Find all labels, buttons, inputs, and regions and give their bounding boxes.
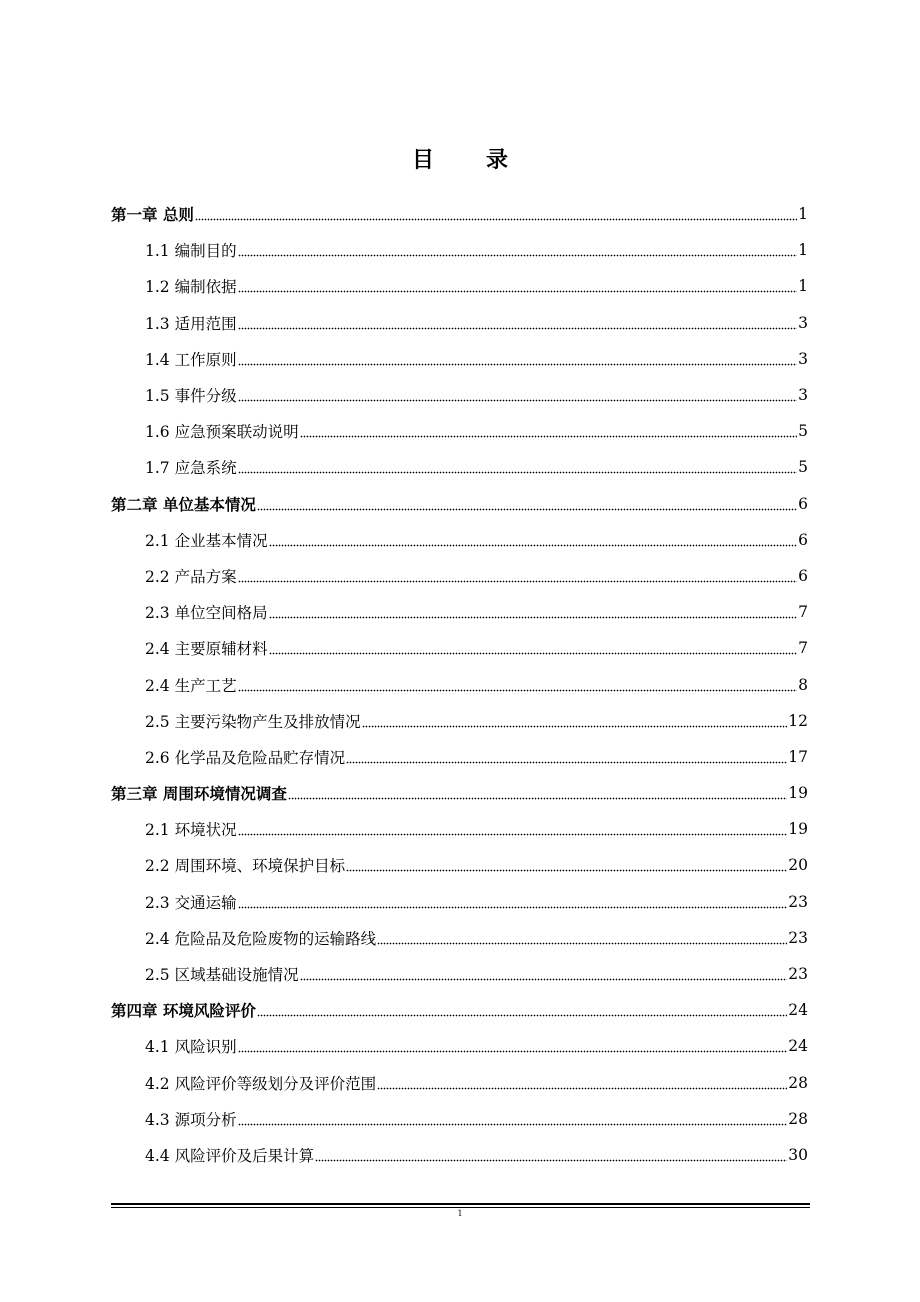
toc-section-entry[interactable] <box>111 1065 808 1101</box>
toc-entry-page-number: 23 <box>788 965 808 984</box>
toc-dot-leader <box>269 641 798 655</box>
toc-section-entry[interactable] <box>111 1028 808 1064</box>
toc-dot-leader <box>238 460 798 474</box>
toc-dot-leader <box>238 1039 788 1053</box>
footer-rule-thin <box>111 1207 810 1208</box>
toc-dot-leader <box>377 931 787 945</box>
toc-dot-leader <box>257 497 797 511</box>
toc-entry-page-number: 12 <box>788 711 808 730</box>
toc-entry-label: 1.7 应急系统 <box>145 459 237 478</box>
toc-section-entry[interactable] <box>111 305 808 341</box>
toc-entry-label: 2.2 周围环境、环境保护目标 <box>145 857 346 876</box>
toc-entry-page-number: 3 <box>798 349 808 368</box>
toc-entry-label: 4.1 风险识别 <box>145 1038 237 1057</box>
toc-entry-page-number: 8 <box>798 675 808 694</box>
toc-dot-leader <box>238 895 788 909</box>
toc-section-entry[interactable] <box>111 232 808 268</box>
toc-chapter-entry[interactable] <box>111 775 808 811</box>
toc-section-entry[interactable] <box>111 1101 808 1137</box>
toc-section-entry[interactable] <box>111 630 808 666</box>
toc-dot-leader <box>300 967 788 981</box>
toc-section-entry[interactable] <box>111 920 808 956</box>
toc-chapter-entry[interactable] <box>111 196 808 232</box>
toc-entry-label: 2.1 环境状况 <box>145 821 237 840</box>
toc-dot-leader <box>195 207 797 221</box>
toc-entry-page-number: 7 <box>798 639 808 658</box>
toc-dot-leader <box>238 1112 788 1126</box>
toc-entry-page-number: 30 <box>788 1145 808 1164</box>
toc-section-entry[interactable] <box>111 522 808 558</box>
toc-entry-page-number: 20 <box>788 856 808 875</box>
toc-entry-label: 2.2 产品方案 <box>145 567 237 586</box>
toc-section-entry[interactable] <box>111 666 808 702</box>
toc-entry-page-number: 1 <box>798 277 808 296</box>
toc-entry-page-number: 3 <box>798 386 808 405</box>
toc-entry-label: 2.4 危险品及危险废物的运输路线 <box>145 929 377 948</box>
toc-section-entry[interactable] <box>111 884 808 920</box>
footer-page-number: 1 <box>457 1209 463 1218</box>
toc-entry-label: 1.3 适用范围 <box>145 314 237 333</box>
page-title-char-2: 录 <box>486 148 509 173</box>
toc-section-entry[interactable] <box>111 558 808 594</box>
toc-entry-page-number: 24 <box>788 1037 808 1056</box>
toc-entry-label: 1.6 应急预案联动说明 <box>145 423 299 442</box>
toc-entry-page-number: 7 <box>798 603 808 622</box>
toc-entry-page-number: 28 <box>788 1109 808 1128</box>
toc-entry-label: 1.2 编制依据 <box>145 278 237 297</box>
toc-section-entry[interactable] <box>111 847 808 883</box>
page-title <box>0 143 920 174</box>
toc-dot-leader <box>377 1076 787 1090</box>
toc-dot-leader <box>238 822 788 836</box>
toc-section-entry[interactable] <box>111 377 808 413</box>
toc-section-entry[interactable] <box>111 956 808 992</box>
footer-rule-thick <box>111 1203 810 1205</box>
toc-chapter-entry[interactable] <box>111 992 808 1028</box>
toc-entry-label: 第一章 总则 <box>111 206 194 225</box>
toc-section-entry[interactable] <box>111 703 808 739</box>
toc-dot-leader <box>269 605 798 619</box>
toc-dot-leader <box>346 858 787 872</box>
toc-entry-label: 1.4 工作原则 <box>145 350 237 369</box>
toc-dot-leader <box>269 533 798 547</box>
toc-entry-page-number: 6 <box>798 530 808 549</box>
toc-section-entry[interactable] <box>111 1137 808 1173</box>
toc-entry-label: 2.3 交通运输 <box>145 893 237 912</box>
toc-entry-label: 4.2 风险评价等级划分及评价范围 <box>145 1074 377 1093</box>
toc-entry-page-number: 28 <box>788 1073 808 1092</box>
toc-entry-label: 2.4 生产工艺 <box>145 676 237 695</box>
toc-section-entry[interactable] <box>111 341 808 377</box>
toc-dot-leader <box>346 750 787 764</box>
toc-chapter-entry[interactable] <box>111 486 808 522</box>
toc-dot-leader <box>238 352 798 366</box>
toc-section-entry[interactable] <box>111 449 808 485</box>
toc-dot-leader <box>315 1148 787 1162</box>
toc-entry-label: 2.5 区域基础设施情况 <box>145 966 299 985</box>
toc-dot-leader <box>238 569 798 583</box>
toc-entry-label: 1.1 编制目的 <box>145 242 237 261</box>
toc-entry-page-number: 19 <box>788 820 808 839</box>
toc-entry-label: 4.3 源项分析 <box>145 1110 237 1129</box>
page-title-char-1: 目 <box>411 148 434 173</box>
toc-dot-leader <box>238 279 798 293</box>
toc-entry-label: 2.4 主要原辅材料 <box>145 640 268 659</box>
toc-entry-page-number: 17 <box>788 747 808 766</box>
toc-entry-page-number: 23 <box>788 928 808 947</box>
toc-section-entry[interactable] <box>111 413 808 449</box>
toc-dot-leader <box>288 786 787 800</box>
toc-entry-label: 4.4 风险评价及后果计算 <box>145 1146 315 1165</box>
toc-dot-leader <box>238 388 798 402</box>
toc-section-entry[interactable] <box>111 594 808 630</box>
toc-section-entry[interactable] <box>111 739 808 775</box>
toc-entry-page-number: 5 <box>798 458 808 477</box>
toc-dot-leader <box>257 1003 787 1017</box>
toc-entry-page-number: 6 <box>798 494 808 513</box>
toc-dot-leader <box>362 714 788 728</box>
toc-dot-leader <box>238 243 798 257</box>
toc-dot-leader <box>238 316 798 330</box>
toc-section-entry[interactable] <box>111 268 808 304</box>
toc-entry-label: 第二章 单位基本情况 <box>111 495 256 514</box>
toc-entry-label: 2.5 主要污染物产生及排放情况 <box>145 712 361 731</box>
toc-dot-leader <box>238 678 798 692</box>
toc-entry-label: 2.6 化学品及危险品贮存情况 <box>145 748 346 767</box>
toc-section-entry[interactable] <box>111 811 808 847</box>
toc-entry-page-number: 6 <box>798 566 808 585</box>
table-of-contents <box>111 196 808 1173</box>
toc-entry-page-number: 23 <box>788 892 808 911</box>
toc-entry-page-number: 5 <box>798 422 808 441</box>
toc-dot-leader <box>300 424 798 438</box>
toc-entry-label: 第四章 环境风险评价 <box>111 1002 256 1021</box>
toc-entry-label: 2.1 企业基本情况 <box>145 531 268 550</box>
toc-entry-label: 第三章 周围环境情况调查 <box>111 785 287 804</box>
toc-entry-page-number: 3 <box>798 313 808 332</box>
toc-entry-page-number: 1 <box>798 205 808 224</box>
toc-entry-page-number: 24 <box>788 1001 808 1020</box>
toc-entry-page-number: 1 <box>798 241 808 260</box>
toc-entry-page-number: 19 <box>788 784 808 803</box>
toc-entry-label: 1.5 事件分级 <box>145 387 237 406</box>
toc-entry-label: 2.3 单位空间格局 <box>145 604 268 623</box>
